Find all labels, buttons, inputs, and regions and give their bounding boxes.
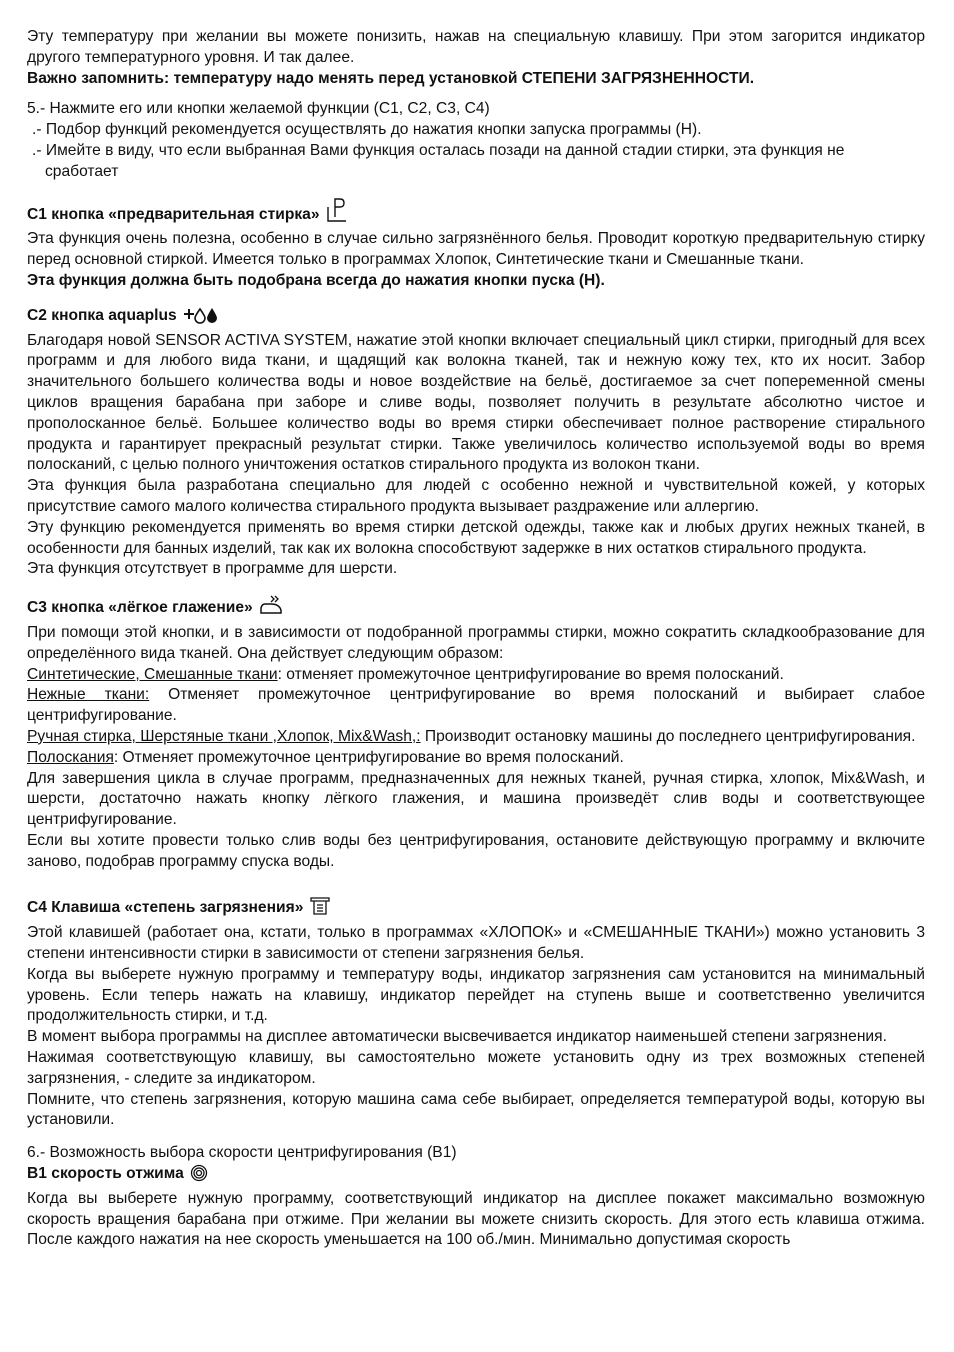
c3-item-label: Ручная стирка, Шерстяные ткани ,Хлопок, Mix&Wash,:	[27, 727, 421, 745]
c4-paragraph-1: Этой клавишей (работает она, кстати, только в программах «ХЛОПОК» и «СМЕШАННЫЕ ТКАНИ») можно установить 3 степени интенсивности стирки в зависимости от степени загрязнения белья.	[27, 924, 925, 963]
c2-heading	[27, 306, 925, 331]
intro-paragraph: Эту температуру при желании вы можете понизить, нажав на специальную клавишу. При этом загорится индикатор другого температурного уровня. И так далее.	[27, 28, 925, 66]
step5-title: 5.- Нажмите его или кнопки желаемой функции (С1, С2, С3, С4)	[27, 100, 490, 118]
c3-list-item	[27, 665, 925, 686]
c3-heading-text: С3 кнопка «лёгкое глажение»	[27, 599, 253, 617]
c1-body: Эта функция очень полезна, особенно в случае сильно загрязнённого белья. Проводит короткую предварительную стирку перед основной стиркой. Имеется только в программах Хлопок, Синтетические ткани и Смешанные ткани.	[27, 230, 925, 269]
aquaplus-icon	[183, 306, 219, 331]
c4-paragraph-3: В момент выбора программы на дисплее автоматически высвечивается индикатор наименьшей степени загрязнения.	[27, 1028, 887, 1046]
c1-heading-text: С1 кнопка «предварительная стирка»	[27, 205, 320, 223]
c3-item-text: : отменяет промежуточное центрифугирование во время полосканий.	[277, 665, 784, 683]
c3-item-text: Отменяет промежуточное центрифугирование во время полосканий и выбирает слабое центрифугирование.	[27, 686, 925, 725]
c2-paragraph-3: Эту функцию рекомендуется применять во время стирки детской одежды, также как и любых других нежных тканей, в особенности для банных изделий, так как их волокна способствуют задержке в них остатков стирального продукта.	[27, 518, 925, 557]
c3-item-text: : Отменяет промежуточное центрифугирование во время полосканий.	[113, 748, 624, 766]
c4-heading	[27, 896, 925, 923]
spin-icon	[190, 1164, 208, 1189]
c3-item-label: Нежные ткани:	[27, 686, 150, 704]
c4-paragraph-2: Когда вы выберете нужную программу и температуру воды, индикатор загрязнения сам установится на минимальный уровень. Если теперь нажать на клавишу, индикатор перейдет на ступень выше и соответственно увеличится продолжительность стирки, и т.д.	[27, 965, 925, 1025]
c3-heading	[27, 594, 925, 623]
c3-paragraph-1: Для завершения цикла в случае программ, предназначенных для нежных тканей, ручная стирка, хлопок, Mix&Wash, и шерсти, достаточно нажать кнопку лёгкого глажения, и машина произведёт слив воды и соответствующее центрифугирование.	[27, 769, 925, 829]
c3-item-label: Полоскания	[27, 748, 114, 766]
c2-heading-text: С2 кнопка aquaplus	[27, 306, 177, 324]
intro-important-note: Важно запомнить: температуру надо менять перед установкой СТЕПЕНИ ЗАГРЯЗНЕННОСТИ.	[27, 69, 755, 87]
c3-list-item	[27, 748, 925, 769]
c3-item-label: Синтетические, Смешанные ткани	[27, 665, 278, 683]
c3-item-text: Производит остановку машины до последнего центрифугирования.	[420, 727, 916, 745]
document-page	[27, 27, 925, 1251]
c2-paragraph-4: Эта функция отсутствует в программе для шерсти.	[27, 560, 398, 578]
b1-heading-text: В1 скорость отжима	[27, 1165, 184, 1183]
easy-iron-icon	[259, 594, 283, 623]
step5-note-2b: сработает	[45, 162, 119, 180]
c1-heading	[27, 197, 925, 230]
c1-bold-note: Эта функция должна быть подобрана всегда до нажатия кнопки пуска (Н).	[27, 271, 605, 289]
c3-intro: При помощи этой кнопки, и в зависимости от подобранной программы стирки, можно сократить складкообразование для определённого вида тканей. Она действует следующим образом:	[27, 623, 925, 662]
step5-note-1: .- Подбор функций рекомендуется осуществлять до нажатия кнопки запуска программы (Н).	[32, 121, 702, 139]
c3-paragraph-2: Если вы хотите провести только слив воды без центрифугирования, остановите действующую программу и включите заново, подобрав программу спуска воды.	[27, 831, 925, 870]
prewash-icon	[326, 197, 348, 230]
c4-paragraph-5: Помните, что степень загрязнения, которую машина сама себе выбирает, определяется температурой воды, которую вы установили.	[27, 1090, 925, 1129]
step5-note-2a: .- Имейте в виду, что если выбранная Вами функция осталась позади на данной стадии стирки, эта функция не	[32, 141, 845, 159]
c3-list-item	[27, 685, 925, 727]
b1-body: Когда вы выберете нужную программу, соответствующий индикатор на дисплее покажет максимально возможную скорость вращения барабана при отжиме. При желании вы можете снизить скорость. Для этого есть клавиша отжима. После каждого нажатия на нее скорость уменьшается на 100 об./мин. Минимально допустимая скорость	[27, 1189, 925, 1249]
b1-heading	[27, 1164, 925, 1189]
c3-list-item	[27, 727, 925, 748]
soil-level-icon	[309, 896, 331, 923]
step6-title: 6.- Возможность выбора скорости центрифугирования (В1)	[27, 1144, 457, 1162]
c2-paragraph-1: Благодаря новой SENSOR ACTIVA SYSTEM, нажатие этой кнопки включает специальный цикл стирки, пригодный для всех программ и для любого вида ткани, и щадящий как волокна тканей, так и нежную кожу тех, кто их носит. Забор значительного большего количества воды и новое воздействие на бельё, достигаемое за счет попеременной смены циклов вращения барабана при заборе и сливе воды, позволяет получить в результате абсолютно чистое и прополосканное бельё. Большее количество воды во время стирки обеспечивает полное растворение стирального продукта и гарантирует прекрасный результат стирки. Также увеличилось количество используемой воды во время полосканий, с целью полного уничтожения остатков стирального продукта из волокон ткани.	[27, 331, 925, 474]
c4-heading-text: С4 Клавиша «степень загрязнения»	[27, 899, 304, 917]
c4-paragraph-4: Нажимая соответствующую клавишу, вы самостоятельно можете установить одну из трех возможных степеней загрязнения, - следите за индикатором.	[27, 1049, 925, 1087]
c2-paragraph-2: Эта функция была разработана специально для людей с особенно нежной и чувствительной кожей, у которых присутствие самого малого количества стирального продукта вызывает раздражение или аллергию.	[27, 477, 925, 515]
